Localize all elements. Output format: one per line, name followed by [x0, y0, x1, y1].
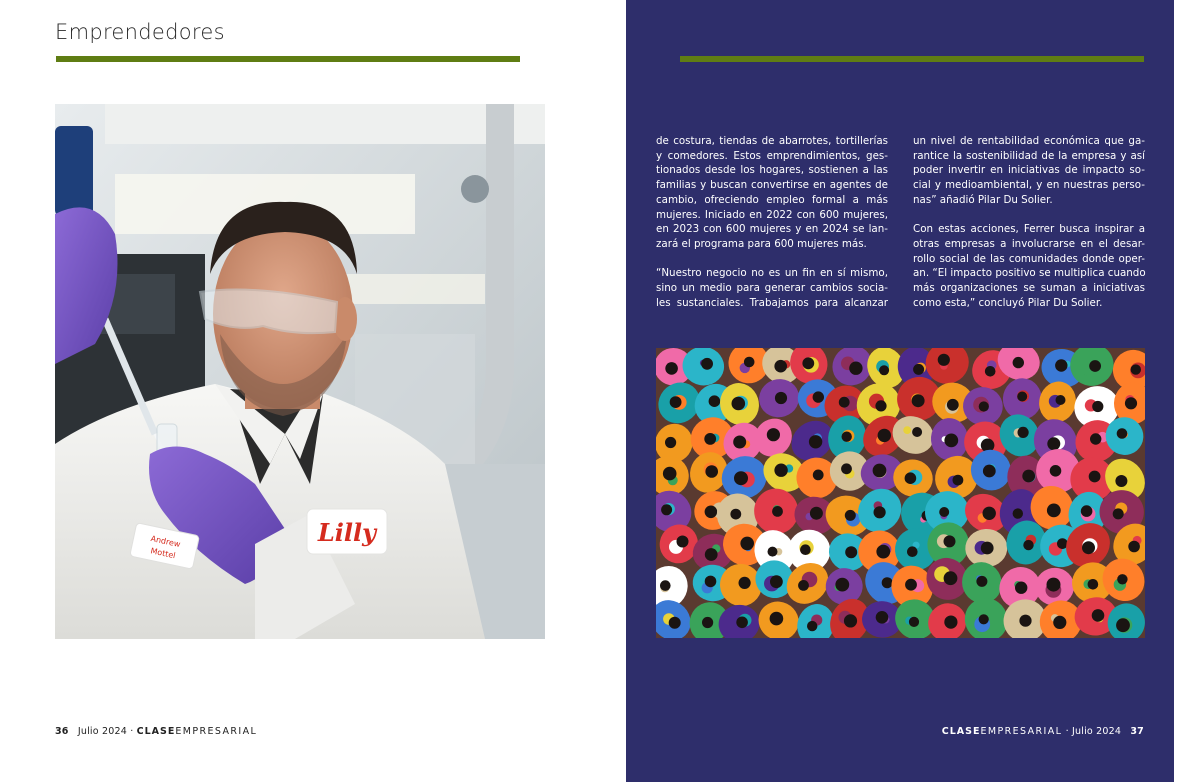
body-line: nas” añadió Pilar Du Solier.	[913, 193, 1053, 206]
crowd-figure-head	[944, 535, 956, 547]
crowd-figure-head	[947, 399, 959, 411]
crowd-figure-pattern	[903, 426, 911, 434]
crowd-photo	[656, 348, 1145, 638]
crowd-figure-head	[912, 394, 925, 407]
brand-clase-left: CLASE	[136, 726, 176, 737]
brand-clase-right: CLASE	[941, 726, 981, 737]
crowd-figure-head	[983, 465, 996, 478]
crowd-figure-head	[702, 617, 713, 628]
crowd-figure-head	[1013, 508, 1023, 518]
crowd-figure-head	[1019, 615, 1031, 627]
body-line: de costura, tiendas de abarrotes, tortillerías	[656, 135, 888, 147]
crowd-figure-head	[849, 362, 862, 375]
crowd-figure-head	[798, 580, 809, 591]
crowd-figure-head	[1089, 471, 1101, 483]
lilly-logo: Lilly	[317, 518, 377, 547]
crowd-figure-head	[878, 429, 891, 442]
crowd-figure-head	[1055, 359, 1067, 371]
crowd-figure-head	[913, 364, 924, 375]
crowd-figure-head	[739, 577, 751, 589]
crowd-figure-head	[1117, 428, 1128, 439]
page-number-left: 36	[55, 726, 69, 737]
paragraph-gap	[913, 208, 1145, 223]
body-line: otras empresas a involucrarse en el desar-	[913, 237, 1145, 250]
crowd-figure-head	[1125, 397, 1137, 409]
crowd-figure-head	[802, 357, 814, 369]
crowd-figure-head	[981, 542, 994, 555]
right-page	[626, 0, 1174, 782]
crowd-figure-head	[907, 546, 918, 557]
scientist-illustration	[55, 104, 545, 639]
crowd-figure-head	[736, 617, 748, 629]
article-column-1	[656, 134, 888, 310]
name-tag-last: Mottel	[149, 546, 177, 561]
crowd-figure-head	[953, 475, 964, 486]
crowd-figure-head	[1116, 618, 1130, 632]
brand-empresarial-left: EMPRESARIAL	[175, 726, 258, 737]
crowd-figure-head	[1022, 470, 1035, 483]
crowd-figure-head	[985, 366, 996, 377]
body-line: cial y medioambiental, y en nuestras perso-	[913, 179, 1145, 192]
crowd-figure-head	[800, 544, 811, 555]
crowd-figure-head	[1047, 504, 1061, 518]
crowd-figure-head	[704, 433, 716, 445]
crowd-figure-head	[905, 472, 917, 484]
body-line: como esta,” concluyó Pilar Du Solier.	[913, 296, 1103, 309]
crowd-figure-head	[938, 354, 950, 366]
crowd-figure-head	[876, 545, 890, 559]
crowd-figure-head	[774, 360, 787, 373]
crowd-figure-head	[1092, 609, 1105, 622]
crowd-figure-head	[845, 510, 856, 521]
crowd-figure-head	[661, 504, 672, 515]
crowd-figure-head	[734, 471, 748, 485]
crowd-figure-head	[842, 432, 852, 442]
crowd-figure-head	[813, 391, 824, 402]
crowd-figure-head	[845, 546, 857, 558]
article-column-2	[913, 134, 1145, 310]
crowd-figure-head	[1056, 395, 1066, 405]
crowd-figure-head	[767, 428, 780, 441]
crowd-figure-head	[709, 395, 721, 407]
body-line: tionados desde los hogares, sostienen a las	[656, 164, 888, 177]
crowd-figure-head	[1081, 505, 1093, 517]
crowd-figure-head	[979, 614, 989, 624]
body-line: an. “El impacto positivo se multiplica cuando	[913, 267, 1146, 280]
body-line: en 2023 con 600 mujeres y en 2024 se lan-	[656, 223, 888, 236]
crowd-figure-head	[733, 436, 746, 449]
crowd-figure-head	[665, 437, 676, 448]
crowd-figure-head	[705, 576, 717, 588]
crowd-figure-head	[1092, 401, 1103, 412]
page-footer-right	[942, 726, 1144, 737]
body-line: “Nuestro negocio no es un fin en sí mismo,	[656, 267, 888, 280]
crowd-illustration	[656, 348, 1145, 638]
crowd-figure-head	[873, 464, 887, 478]
section-divider-right	[680, 56, 1144, 62]
crowd-figure-head	[813, 470, 824, 481]
crowd-figure-head	[1047, 437, 1060, 450]
crowd-figure-head	[770, 612, 784, 626]
issue-date-right: · Julio 2024	[1065, 726, 1122, 737]
scientist-photo	[55, 104, 545, 639]
crowd-figure-head	[663, 467, 677, 481]
crowd-figure-head	[1017, 392, 1027, 402]
body-line: zará el programa para 600 mujeres más.	[656, 237, 867, 250]
body-line: un nivel de rentabilidad económica que ga-	[913, 135, 1145, 147]
crowd-figure-head	[976, 576, 987, 587]
crowd-figure-head	[730, 509, 741, 520]
crowd-figure-head	[1088, 579, 1099, 590]
crowd-figure-head	[912, 427, 922, 437]
section-title: Emprendedores	[55, 20, 225, 44]
issue-date-left: Julio 2024 ·	[77, 726, 134, 737]
crowd-figure-head	[1128, 541, 1140, 553]
crowd-figure-head	[1053, 616, 1066, 629]
crowd-figure-head	[841, 463, 852, 474]
body-line: rantice la sostenibilidad de la empresa y así	[913, 149, 1145, 162]
crowd-figure-head	[701, 358, 713, 370]
body-line: familias y buscan convertirse en agentes de	[656, 179, 888, 192]
crowd-figure-head	[905, 579, 917, 591]
brand-empresarial-right: EMPRESARIAL	[980, 726, 1063, 737]
crowd-figure-head	[775, 392, 787, 404]
crowd-figure-head	[732, 397, 746, 411]
page-footer-left	[55, 726, 257, 737]
crowd-figure-head	[944, 434, 958, 448]
body-line: sino un medio para generar cambios socia-	[656, 282, 888, 295]
crowd-figure-pattern	[1021, 504, 1027, 510]
body-line: y comedores. Estos emprendimientos, ges-	[656, 149, 888, 162]
crowd-figure-head	[835, 578, 849, 592]
crowd-figure-head	[665, 362, 678, 375]
crowd-figure-head	[1013, 357, 1024, 368]
crowd-figure-head	[1117, 574, 1127, 584]
crowd-figure-head	[809, 435, 822, 448]
crowd-figure-head	[1018, 427, 1029, 438]
crowd-figure-head	[1023, 540, 1033, 550]
crowd-figure-head	[768, 547, 778, 557]
crowd-figure-head	[839, 397, 850, 408]
body-line: mujeres. Iniciado en 2022 con 600 mujeres,	[656, 208, 888, 221]
crowd-figure-head	[1082, 541, 1095, 554]
crowd-figure-head	[909, 617, 919, 627]
crowd-figure-head	[774, 464, 787, 477]
crowd-figure-head	[1015, 582, 1027, 594]
crowd-figure-head	[874, 506, 886, 518]
crowd-figure-head	[744, 357, 755, 368]
crowd-figure-head	[939, 507, 949, 517]
body-line: más organizaciones se suman a iniciativas	[913, 282, 1145, 295]
crowd-figure-head	[770, 575, 783, 588]
crowd-figure-head	[807, 621, 817, 631]
crowd-figure-head	[876, 611, 889, 624]
crowd-figure-head	[1131, 364, 1141, 374]
crowd-figure-head	[1089, 360, 1101, 372]
name-tag-first: Andrew	[149, 534, 182, 550]
crowd-figure-head	[669, 617, 681, 629]
crowd-figure-head	[740, 537, 754, 551]
crowd-figure-head	[875, 400, 886, 411]
body-line: Con estas acciones, Ferrer busca inspirar a	[913, 223, 1145, 236]
crowd-figure-head	[1047, 578, 1061, 592]
crowd-figure-head	[1113, 508, 1124, 519]
crowd-figure-head	[882, 577, 893, 588]
crowd-figure-head	[944, 616, 957, 629]
body-line: les sustanciales. Trabajamos para alcanzar	[656, 296, 888, 309]
crowd-figure-head	[705, 465, 718, 478]
crowd-figure-head	[772, 506, 783, 517]
crowd-figure-head	[879, 365, 889, 375]
crowd-figure-head	[1050, 465, 1062, 477]
crowd-figure-head	[670, 396, 682, 408]
crowd-figure-head	[844, 614, 857, 627]
crowd-figure-head	[979, 401, 989, 411]
section-divider-left	[56, 56, 520, 62]
crowd-figure-head	[944, 571, 958, 585]
crowd-figure-head	[1090, 433, 1101, 444]
page-number-right: 37	[1130, 726, 1144, 737]
crowd-figure-head	[983, 507, 996, 520]
crowd-figure-head	[810, 507, 823, 520]
body-line: rollo social de las comunidades donde oper-	[913, 252, 1145, 265]
crowd-figure-head	[660, 580, 671, 591]
crowd-figure-head	[677, 536, 689, 548]
crowd-figure-head	[1115, 475, 1127, 487]
page-edge-margin	[1174, 0, 1200, 782]
body-line: poder invertir en iniciativas de impacto so-	[913, 164, 1145, 177]
crowd-figure-head	[705, 548, 718, 561]
body-line: cambio, ofreciendo empleo formal a más	[656, 193, 888, 206]
paragraph-gap	[656, 252, 888, 267]
crowd-figure-head	[705, 506, 718, 519]
